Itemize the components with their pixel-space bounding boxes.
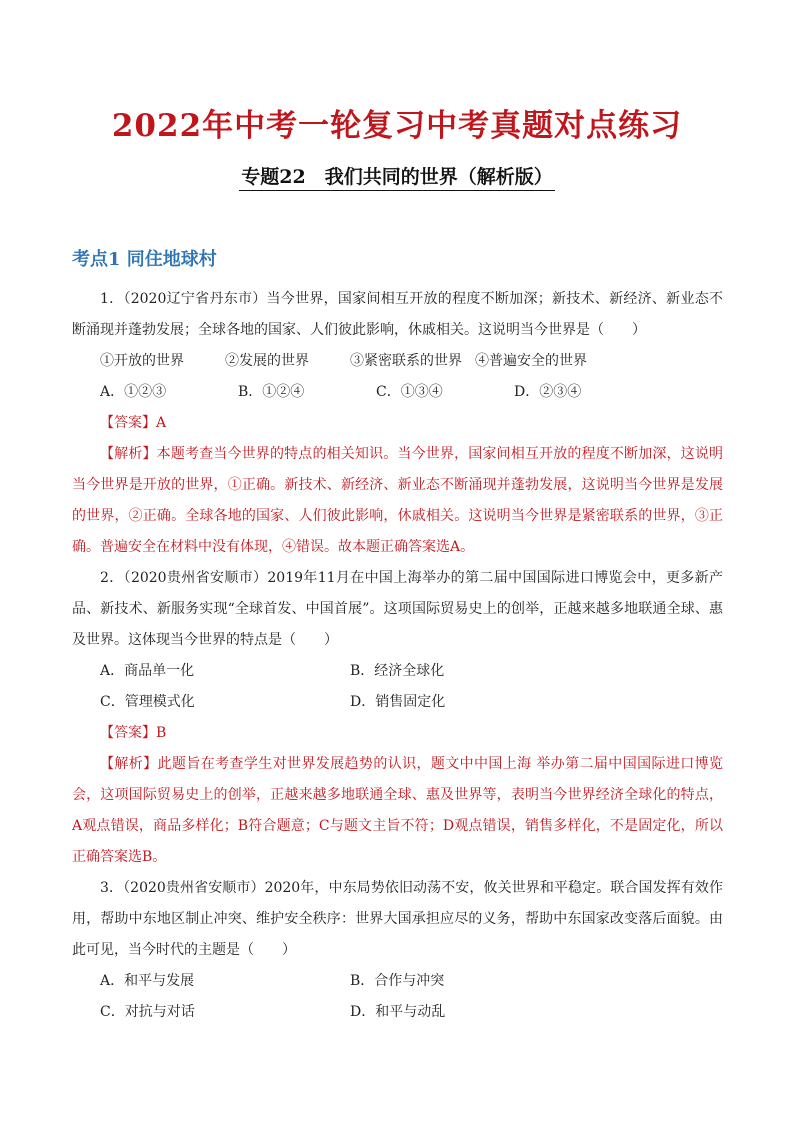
q2-answer <box>72 718 723 749</box>
q1-option: B．①②④ <box>238 384 305 400</box>
section-heading: 考点1 同住地球村 <box>72 249 217 270</box>
q1-option: C．①③④ <box>376 384 443 400</box>
q3-option: C．对抗与对话 <box>100 1004 195 1020</box>
answer-label: 【答案】 <box>100 415 156 431</box>
q2-stem: 2．（2020贵州省安顺市）2019年11月在中国上海举办的第二届中国国际进口博览会中，更多新产品、新技术、新服务实现“全球首发、中国首展”。这项国际贸易史上的创举，正越来越多地联通全球、惠及世界。这体现当今世界的特点是（ ） <box>72 570 723 648</box>
q1-analysis <box>72 439 723 563</box>
q1-item: ③紧密联系的世界 <box>350 353 462 369</box>
q1-option: A．①②③ <box>100 384 167 400</box>
question-list <box>72 284 723 1028</box>
q1-items <box>72 346 723 377</box>
analysis-label: 【解析】 <box>100 756 158 772</box>
analysis-text: 此题旨在考查学生对世界发展趋势的认识，题文中中国上海 举办第二届中国国际进口博览会，这项国际贸易史上的创举，正越来越多地联通全球、惠及世界等，表明当今世界经济全球化的特点，A观点错误，商品多样化；B符合题意；C与题文主旨不符；D观点错误，销售多样化，不是固定化，所以正确答案选B。 <box>72 756 724 865</box>
q2-option: C．管理模式化 <box>100 694 195 710</box>
q3-options-row-1 <box>72 966 723 997</box>
main-title: 2022年中考一轮复习中考真题对点练习 <box>111 108 683 144</box>
q2-option: A．商品单一化 <box>100 663 195 679</box>
q1-options <box>72 377 723 408</box>
q2-options-row-2 <box>72 687 723 718</box>
q1-item: ②发展的世界 <box>225 353 309 369</box>
q1-option: D．②③④ <box>514 384 582 400</box>
answer-label: 【答案】 <box>100 725 156 741</box>
q3-options-row-2 <box>72 997 723 1028</box>
answer-value: B <box>156 725 167 741</box>
q1-answer <box>72 408 723 439</box>
q3-stem: 3．（2020贵州省安顺市）2020年，中东局势依旧动荡不安，攸关世界和平稳定。联合国发挥有效作用，帮助中东地区制止冲突、维护安全秩序：世界大国承担应尽的义务，帮助中东国家改变落后面貌。由此可见，当今时代的主题是（ ） <box>72 880 723 958</box>
analysis-text: 本题考查当今世界的特点的相关知识。当今世界，国家间相互开放的程度不断加深，这说明当今世界是开放的世界，①正确。新技术、新经济、新业态不断涌现并蓬勃发展，这说明当今世界是发展的世界，②正确。全球各地的国家、人们彼此影响，休戚相关。这说明当今世界是紧密联系的世界，③正确。普遍安全在材料中没有体现，④错误。故本题正确答案选A。 <box>72 446 724 555</box>
q1-item: ①开放的世界 <box>100 353 184 369</box>
q3-option: B．合作与冲突 <box>350 973 445 989</box>
analysis-label: 【解析】 <box>100 446 157 462</box>
answer-value: A <box>156 415 167 431</box>
q2-options-row-1 <box>72 656 723 687</box>
q2-option: D．销售固定化 <box>350 694 446 710</box>
sub-title <box>0 162 794 192</box>
q3-option: D．和平与动乱 <box>350 1004 446 1020</box>
q1-stem: 1．（2020辽宁省丹东市）当今世界，国家间相互开放的程度不断加深；新技术、新经济、新业态不断涌现并蓬勃发展；全球各地的国家、人们彼此影响，休戚相关。这说明当今世界是（ ） <box>72 291 723 338</box>
q2-analysis <box>72 749 723 873</box>
q3-option: A．和平与发展 <box>100 973 195 989</box>
q1-item: ④普遍安全的世界 <box>475 353 587 369</box>
q2-option: B．经济全球化 <box>350 663 445 679</box>
sub-title-text: 专题22 我们共同的世界（解析版） <box>239 166 554 191</box>
